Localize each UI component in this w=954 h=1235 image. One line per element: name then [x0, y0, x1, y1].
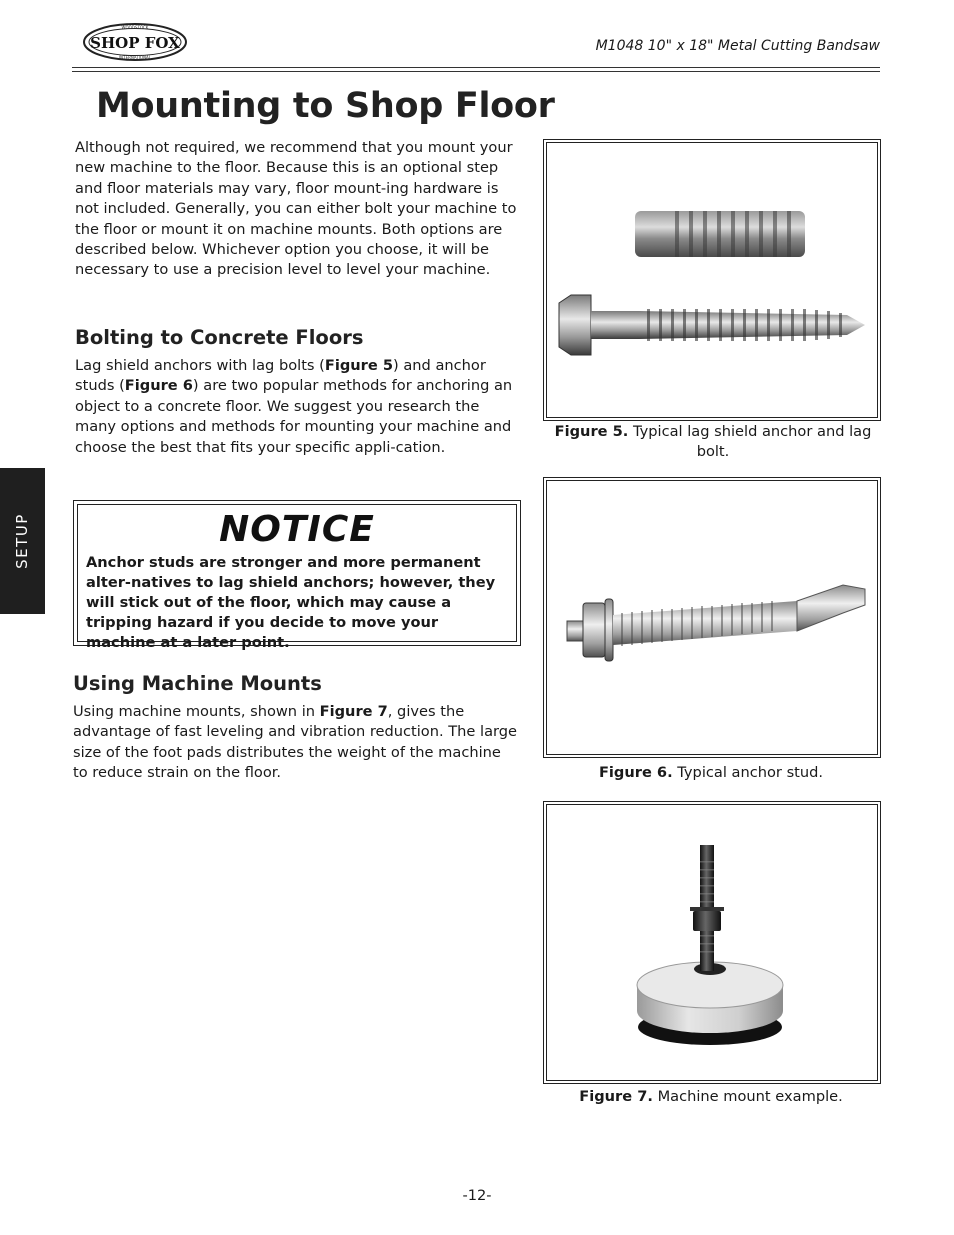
mounts-heading: Using Machine Mounts [73, 672, 322, 695]
bolting-text-b: ) and anchor studs ( [75, 357, 486, 395]
figure-7-caption [543, 1087, 879, 1107]
notice-box [73, 500, 521, 651]
header-rule-thin [72, 71, 880, 72]
figure-5-frame [543, 139, 881, 421]
figure-6-caption [543, 763, 879, 783]
figure-7-label: Figure 7. [579, 1088, 653, 1105]
figure-6-caption-text: Typical anchor stud. [677, 764, 824, 781]
logo-text: SHOP FOX [90, 34, 180, 52]
mounts-text-b: , gives the advantage of fast leveling and vibration reduction. The large size of the foot pads distributes the weight of the machine to reduce strain on the floor. [73, 703, 518, 782]
page-number: -12- [462, 1187, 492, 1204]
notice-text: Anchor studs are stronger and more permanent alter-natives to lag shield anchors; however, they will stick out of the floor, which may cause a tripping hazard if you decide to move your machine at a later point. [86, 554, 496, 651]
mounts-paragraph [73, 702, 519, 784]
page-title: Mounting to Shop Floor [96, 86, 555, 126]
section-side-tab [0, 468, 45, 614]
bolting-text-c: ) are two popular methods for anchoring an object to a concrete floor. We suggest you research the many options and methods for mounting your machine and choose the best that fits your specific appli-cation. [75, 377, 513, 456]
figure-7-frame [543, 801, 881, 1084]
lag-bolt-icon [559, 295, 865, 355]
figure-6-reference: Figure 6 [124, 377, 193, 395]
figure-5-label: Figure 5. [554, 423, 629, 440]
side-tab-label: SETUP [13, 513, 31, 569]
logo-ring-top: WOODSTOCK [121, 25, 149, 30]
header-rule [72, 67, 880, 68]
logo-ring-bottom: INTERNATIONAL [118, 55, 152, 60]
anchor-stud-image [547, 481, 877, 754]
figure-5-caption-text: Typical lag shield anchor and lag bolt. [632, 423, 872, 460]
machine-mount-image [547, 805, 877, 1080]
bolting-heading: Bolting to Concrete Floors [75, 326, 364, 349]
figure-7-reference: Figure 7 [319, 703, 388, 720]
bolting-text-a: Lag shield anchors with lag bolts ( [75, 357, 325, 374]
intro-paragraph: Although not required, we recommend that you mount your new machine to the floor. Because this is an optional step and floor materials may vary, floor mount-ing hardware is not included. Generally, you can either bolt your machine to the floor or mount it on machine mounts. Both options are described below. Whichever option you choose, it will be necessary to use a precision level to level your machine. [75, 139, 517, 279]
figure-6-label: Figure 6. [598, 764, 673, 781]
figure-5-caption [543, 422, 883, 462]
machine-mount-icon [637, 845, 783, 1045]
mounts-text-a: Using machine mounts, shown in [73, 703, 320, 720]
anchor-stud-icon [567, 585, 865, 661]
bolting-paragraph [75, 356, 521, 458]
lag-shield-anchor-and-bolt-image [547, 143, 877, 417]
figure-6-frame [543, 477, 881, 758]
header-title: M1048 10" x 18" Metal Cutting Bandsaw [595, 38, 880, 54]
shop-fox-logo [82, 22, 188, 62]
notice-title: NOTICE [219, 509, 375, 550]
lag-shield-anchor-icon [635, 211, 805, 257]
figure-5-reference: Figure 5 [324, 357, 394, 374]
figure-7-caption-text: Machine mount example. [657, 1088, 843, 1105]
